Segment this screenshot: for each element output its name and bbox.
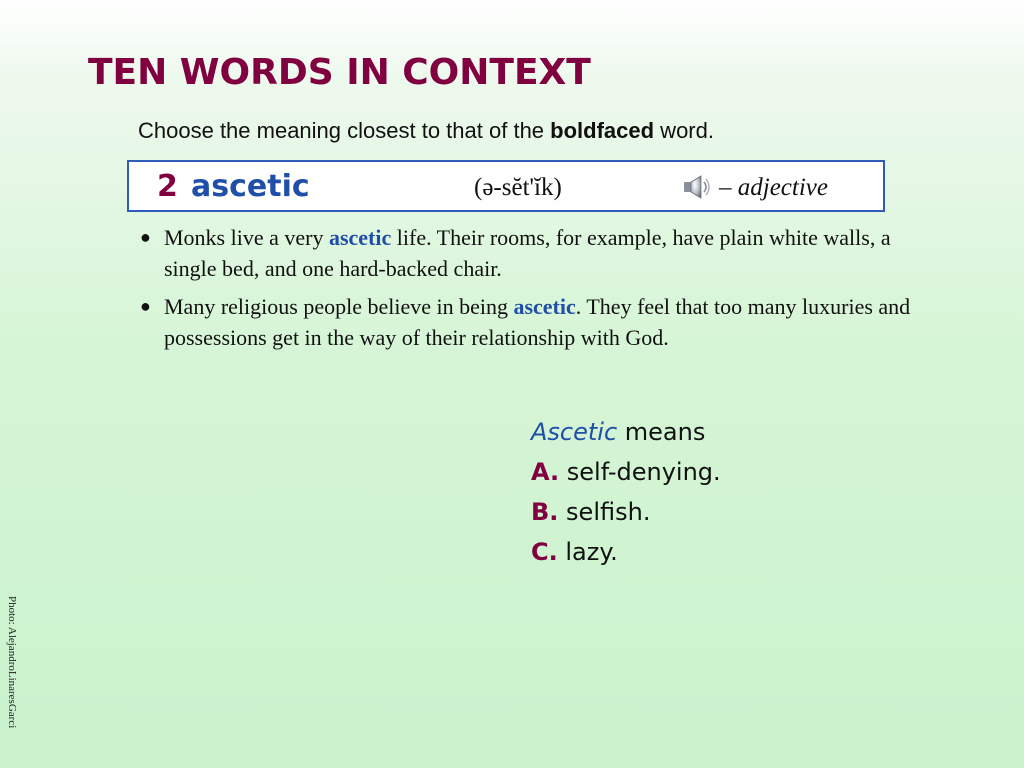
slide-title: TEN WORDS IN CONTEXT [88, 52, 591, 93]
option-text: selfish. [558, 498, 651, 526]
example-sentences-list [138, 222, 918, 360]
pronunciation: (ə-sĕt'ĭk) [474, 174, 562, 201]
option-letter: A. [531, 458, 560, 486]
vocabulary-word: ascetic [191, 169, 310, 204]
bullet-icon: ● [140, 227, 151, 247]
answer-option-a[interactable] [531, 452, 721, 492]
vocabulary-word-box [127, 160, 885, 212]
question-stem-text: means [617, 418, 706, 446]
question-stem [531, 412, 721, 452]
sentence-text-before: Monks live a very [164, 225, 329, 250]
sentence-text-after: life. Their rooms, for example, have plain white walls, a single bed, and one hard-backed chair. [164, 225, 891, 281]
speaker-icon[interactable] [682, 174, 712, 200]
question-word: Ascetic [531, 418, 618, 446]
bullet-icon: ● [140, 296, 151, 316]
example-sentence [138, 222, 918, 284]
word-number: 2 [157, 169, 178, 204]
instruction-bold-word: boldfaced [550, 118, 655, 143]
option-text: self-denying. [559, 458, 721, 486]
sentence-keyword: ascetic [513, 294, 576, 319]
sentence-keyword: ascetic [328, 225, 392, 250]
instruction-after: word. [654, 118, 714, 143]
question-block [531, 412, 721, 572]
sentence-text-after: . They feel that too many luxuries and possessions get in the way of their relationship with God. [164, 294, 911, 350]
instruction-text [138, 118, 714, 144]
option-letter: B. [531, 498, 559, 526]
answer-option-c[interactable] [531, 532, 721, 572]
answer-option-b[interactable] [531, 492, 721, 532]
part-of-speech: – adjective [719, 174, 828, 201]
option-text: lazy. [557, 538, 618, 566]
example-sentence [138, 291, 918, 353]
option-letter: C. [531, 538, 558, 566]
instruction-before: Choose the meaning closest to that of the [138, 118, 551, 143]
sentence-text-before: Many religious people believe in being [164, 294, 514, 319]
photo-credit: Photo: AlejandroLinaresGarci [6, 596, 18, 729]
